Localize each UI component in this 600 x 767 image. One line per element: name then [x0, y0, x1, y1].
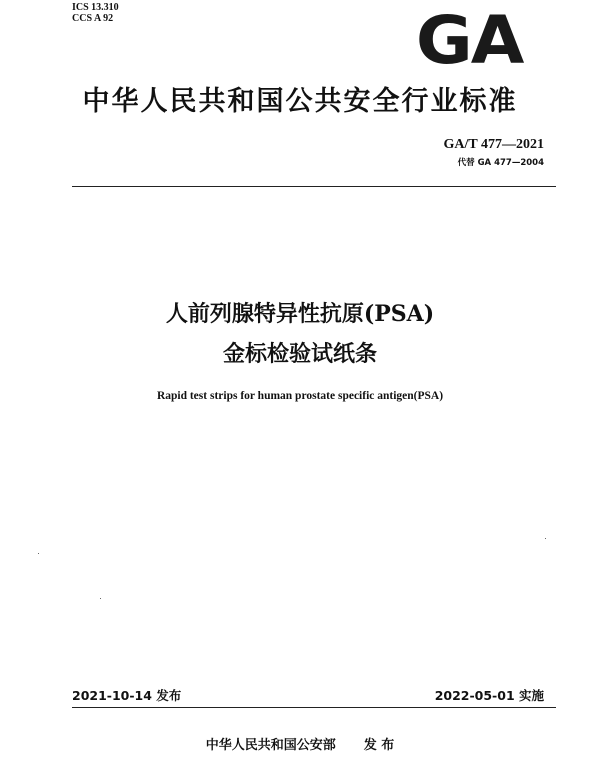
issue-date: 2021-10-14 发布 — [72, 688, 182, 703]
implementation-date: 2022-05-01 实施 — [434, 688, 544, 703]
ccs-code: CCS A 92 — [72, 13, 114, 24]
title-line-2: 金标检验试纸条 — [222, 341, 377, 367]
bottom-divider — [72, 707, 556, 708]
issuing-authority-heading: 中华人民共和国公共安全行业标准 — [82, 86, 518, 117]
replaces-standard: 代替 GA 477—2004 — [457, 158, 544, 168]
ics-code: ICS 13.310 — [72, 2, 119, 13]
publisher-line — [0, 738, 600, 754]
publisher-action: 发 布 — [363, 738, 395, 753]
classification-codes — [72, 2, 119, 24]
scan-speck — [545, 538, 546, 539]
title-line-1: 人前列腺特异性抗原(PSA) — [165, 301, 435, 327]
english-title: Rapid test strips for human prostate specific antigen(PSA) — [156, 390, 444, 402]
scan-speck — [100, 598, 101, 599]
standard-number: GA/T 477—2021 — [443, 137, 544, 152]
scan-speck — [38, 553, 39, 554]
publisher-name: 中华人民共和国公安部 — [205, 738, 336, 753]
ga-logo: GA — [415, 2, 522, 79]
top-divider — [72, 186, 556, 187]
